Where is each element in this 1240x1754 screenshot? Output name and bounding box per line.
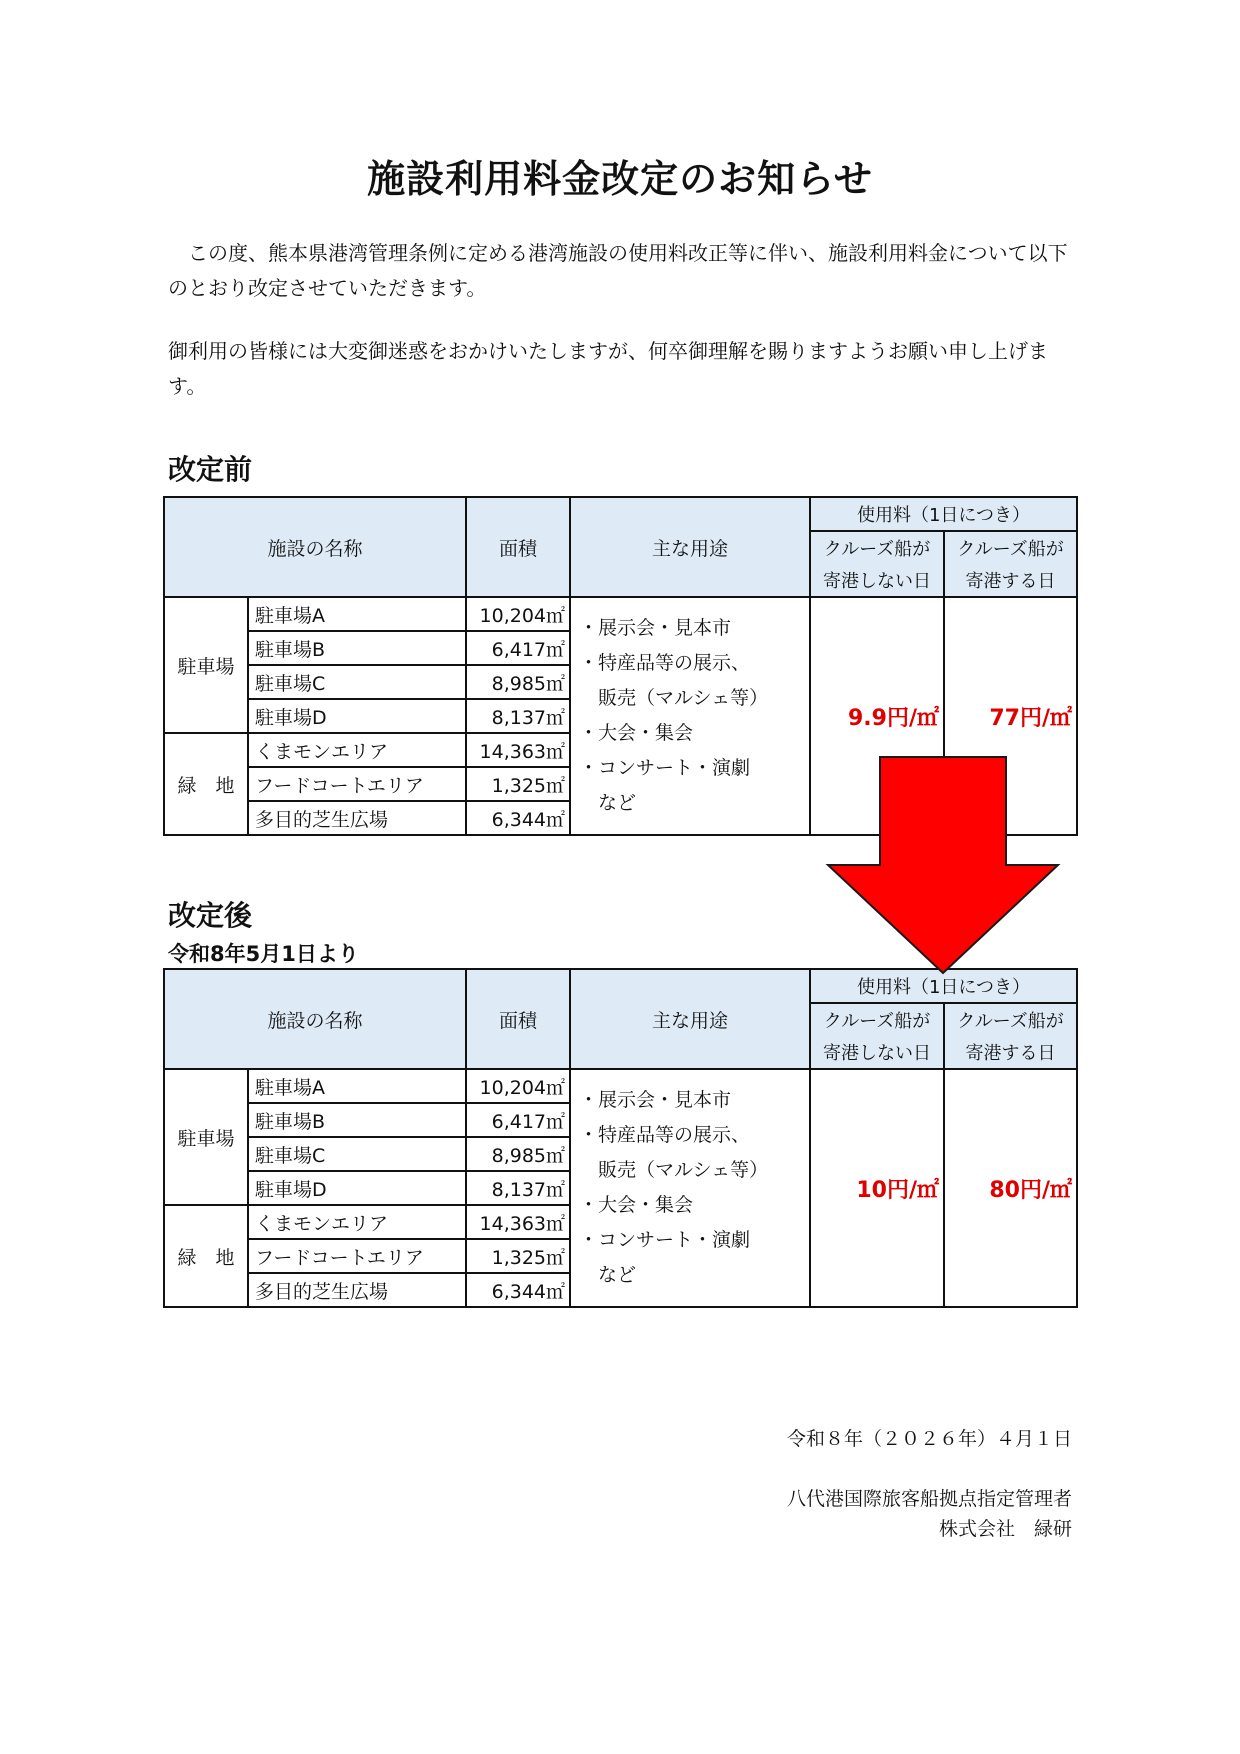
- facility-name: 駐車場B: [248, 631, 466, 665]
- uses-item: ・特産品等の展示、: [579, 652, 751, 674]
- facility-area: 8,137㎡: [466, 699, 570, 733]
- intro-paragraph-2: 御利用の皆様には大変御迷惑をおかけいたしますが、何卒御理解を賜りますようお願い申し上げます。: [168, 339, 1048, 398]
- header-facility-name: 施設の名称: [164, 969, 466, 1069]
- facility-area: 8,137㎡: [466, 1171, 570, 1205]
- facility-name: 駐車場A: [248, 597, 466, 631]
- header-area: 面積: [466, 969, 570, 1069]
- uses-item: ・大会・集会: [579, 722, 694, 744]
- facility-area: 6,417㎡: [466, 1103, 570, 1137]
- header-cruise-line1: クルーズ船が: [944, 1003, 1077, 1036]
- uses-item: など: [579, 1264, 637, 1286]
- facility-area: 8,985㎡: [466, 1137, 570, 1171]
- group-green: 緑 地: [164, 1205, 248, 1307]
- price-no-cruise: 9.9円/㎡: [810, 597, 944, 835]
- facility-area: 8,985㎡: [466, 665, 570, 699]
- facility-name: 駐車場D: [248, 1171, 466, 1205]
- uses-item: ・展示会・見本市: [579, 1089, 732, 1111]
- uses-list: [570, 1069, 810, 1307]
- facility-area: 10,204㎡: [466, 597, 570, 631]
- facility-name: くまモンエリア: [248, 1205, 466, 1239]
- issuer-org: 八代港国際旅客船拠点指定管理者: [786, 1488, 1072, 1510]
- header-cruise-line1: クルーズ船が: [944, 531, 1077, 564]
- header-area: 面積: [466, 497, 570, 597]
- facility-name: フードコートエリア: [248, 767, 466, 801]
- uses-item: ・コンサート・演劇: [579, 757, 751, 779]
- uses-item: ・コンサート・演劇: [579, 1229, 751, 1251]
- facility-area: 6,344㎡: [466, 1273, 570, 1307]
- facility-name: 多目的芝生広場: [248, 1273, 466, 1307]
- facility-name: 多目的芝生広場: [248, 801, 466, 835]
- header-facility-name: 施設の名称: [164, 497, 466, 597]
- price-cruise: 77円/㎡: [944, 597, 1077, 835]
- uses-item: 販売（マルシェ等）: [579, 687, 769, 709]
- header-uses: 主な用途: [570, 969, 810, 1069]
- uses-item: 販売（マルシェ等）: [579, 1159, 769, 1181]
- facility-name: 駐車場B: [248, 1103, 466, 1137]
- after-heading: 改定後: [168, 899, 253, 932]
- facility-area: 14,363㎡: [466, 733, 570, 767]
- group-parking: 駐車場: [164, 1069, 248, 1205]
- group-green: 緑 地: [164, 733, 248, 835]
- group-parking: 駐車場: [164, 597, 248, 733]
- facility-name: フードコートエリア: [248, 1239, 466, 1273]
- header-fee: 使用料（1日につき）: [810, 497, 1077, 531]
- facility-name: 駐車場A: [248, 1069, 466, 1103]
- uses-list: [570, 597, 810, 835]
- header-cruise-line2: 寄港する日: [944, 1036, 1077, 1069]
- uses-item: など: [579, 792, 637, 814]
- facility-area: 14,363㎡: [466, 1205, 570, 1239]
- after-fee-table: [163, 968, 1078, 1308]
- price-no-cruise: 10円/㎡: [810, 1069, 944, 1307]
- uses-item: ・特産品等の展示、: [579, 1124, 751, 1146]
- facility-area: 6,344㎡: [466, 801, 570, 835]
- facility-name: 駐車場C: [248, 665, 466, 699]
- facility-area: 10,204㎡: [466, 1069, 570, 1103]
- uses-item: ・大会・集会: [579, 1194, 694, 1216]
- uses-item: ・展示会・見本市: [579, 617, 732, 639]
- facility-area: 1,325㎡: [466, 767, 570, 801]
- header-uses: 主な用途: [570, 497, 810, 597]
- intro-paragraph-1: この度、熊本県港湾管理条例に定める港湾施設の使用料改正等に伴い、施設利用料金について以下のとおり改定させていただきます。: [168, 241, 1068, 300]
- facility-name: 駐車場C: [248, 1137, 466, 1171]
- price-cruise: 80円/㎡: [944, 1069, 1077, 1307]
- page-title: 施設利用料金改定のお知らせ: [367, 157, 873, 201]
- facility-name: くまモンエリア: [248, 733, 466, 767]
- facility-area: 1,325㎡: [466, 1239, 570, 1273]
- before-heading: 改定前: [168, 453, 253, 486]
- header-no-cruise-line2: 寄港しない日: [810, 564, 944, 597]
- issue-date: 令和８年（２０２６年）４月１日: [786, 1428, 1072, 1450]
- header-cruise-line2: 寄港する日: [944, 564, 1077, 597]
- issuer-company: 株式会社 緑研: [938, 1518, 1072, 1540]
- facility-area: 6,417㎡: [466, 631, 570, 665]
- header-fee: 使用料（1日につき）: [810, 969, 1077, 1003]
- facility-name: 駐車場D: [248, 699, 466, 733]
- down-arrow-icon: [818, 755, 1068, 975]
- header-no-cruise-line2: 寄港しない日: [810, 1036, 944, 1069]
- header-no-cruise-line1: クルーズ船が: [810, 531, 944, 564]
- after-effective-date: 令和8年5月1日より: [168, 942, 359, 966]
- header-no-cruise-line1: クルーズ船が: [810, 1003, 944, 1036]
